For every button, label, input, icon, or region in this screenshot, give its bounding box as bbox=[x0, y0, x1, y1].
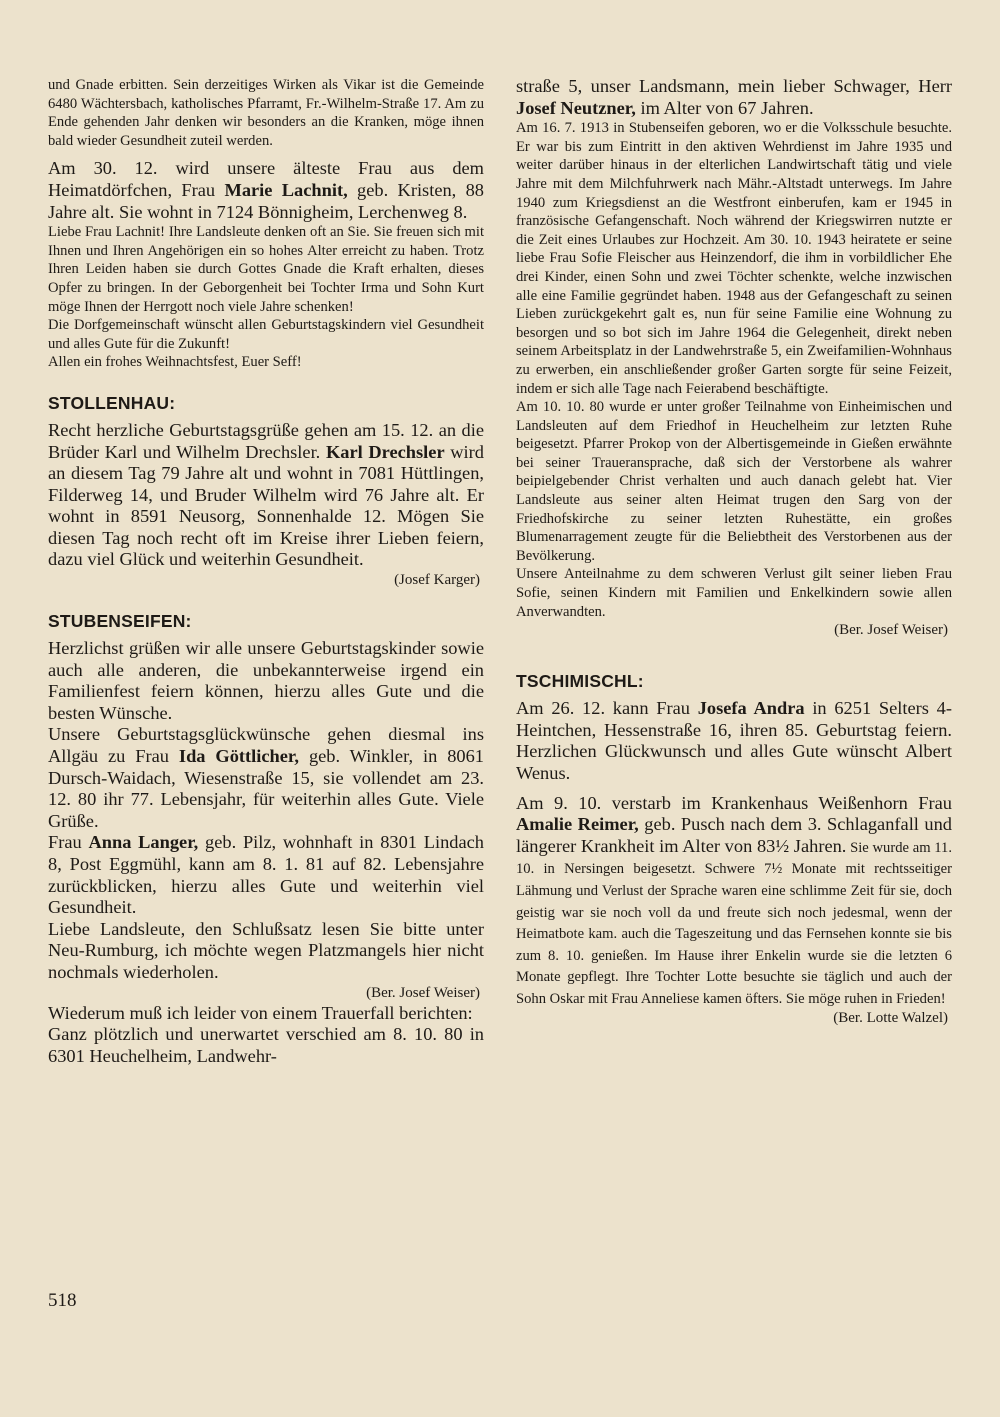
right-column bbox=[516, 76, 952, 1028]
paragraph-stubenseifen-greeting: Herzlichst grüßen wir alle unsere Geburtstagskinder sowie auch alle anderen, die unbekannterweise irgend ein Familienfest feiern können, hierzu alles Gute und die besten Wünsche. bbox=[48, 638, 484, 723]
heading-stollenhau: STOLLENHAU: bbox=[48, 392, 176, 413]
paragraph-reimer: Am 9. 10. verstarb im Krankenhaus Weißenhorn Frau Amalie Reimer, geb. Pusch nach dem 3. Schlaganfall und längerer Krankheit im Alter von 83½ Jahren. Sie wurde am 11. 10. in Nersingen beigesetzt. Schwere 7½ Monate mit rechtsseitiger Lähmung und Verlust der Sprache waren eine schlimme Zeit für sie, doch geistig war sie noch voll da und freute sich noch jedesmal, wenn der Heimatbote kam. auch die Tageszeitung und das Fernsehen konnte sie bis zum 8. 10. genießen. Im Hause ihrer Enkelin wurde sie die letzten 6 Monate gepflegt. Ihre Tochter Lotte besuchte sie täglich und auch der Sohn Oskar mit Frau Anneliese kamen öfters. Sie möge ruhen in Frieden! bbox=[516, 792, 952, 1007]
paragraph-dorfgemeinschaft: Die Dorfgemeinschaft wünscht allen Geburtstagskindern viel Gesundheit und alles Gute für die Zukunft! bbox=[48, 317, 484, 352]
paragraph-schlusssatz: Liebe Landsleute, den Schlußsatz lesen Sie bitte unter Neu-Rumburg, ich möchte wegen Platzmangels hier nicht nochmals wiederholen. bbox=[48, 918, 484, 982]
paragraph-heuchelheim: Ganz plötzlich und unerwartet verschied am 8. 10. 80 in 6301 Heuchelheim, Landwehr- bbox=[48, 1024, 484, 1066]
paragraph-langer: Frau Anna Langer, geb. Pilz, wohnhaft in 8301 Lindach 8, Post Eggmühl, kann am 8. 1. 81 auf 82. Lebensjahre zurückblicken, hierzu alles Gute und weiterhin viel Gesundheit. bbox=[48, 832, 484, 918]
signature-walzel: (Ber. Lotte Walzel) bbox=[833, 1009, 948, 1026]
paragraph-trauerfall: Wiederum muß ich leider von einem Trauerfall berichten: bbox=[48, 1002, 473, 1023]
paragraph-neutzner-intro: straße 5, unser Landsmann, mein lieber Schwager, Herr Josef Neutzner, im Alter von 67 Jahren. bbox=[516, 76, 952, 118]
paragraph-christmas-greeting: Allen ein frohes Weihnachtsfest, Euer Seff! bbox=[48, 354, 302, 371]
name-josef-neutzner: Josef Neutzner, bbox=[516, 97, 636, 118]
name-karl-drechsler: Karl Drechsler bbox=[325, 441, 445, 462]
heading-tschimischl: TSCHIMISCHL: bbox=[516, 671, 644, 692]
name-amalie-reimer: Amalie Reimer, bbox=[516, 814, 639, 835]
paragraph-lachnit-greeting: Liebe Frau Lachnit! Ihre Landsleute denken oft an Sie. Sie freuen sich mit Ihnen und Ihren Angehörigen ein so hohes Alter erreicht zu haben. Trotz Ihren Leiden haben sie durch Gottes Gnade die Kraft erhalten, dieses Opfer zu bringen. In der Geborgenheit bei Tochter Irma und Sohn Kurt möge Ihnen der Herrgott noch viele Jahre schenken! bbox=[48, 224, 484, 315]
name-ida-goettlicher: Ida Göttlicher, bbox=[178, 746, 300, 767]
paragraph-lachnit-birthday: Am 30. 12. wird unsere älteste Frau aus dem Heimatdörfchen, Frau Marie Lachnit, geb. Kristen, 88 Jahre alt. Sie wohnt in 7124 Bönnigheim, Lerchenweg 8. bbox=[48, 158, 485, 222]
page-number: 518 bbox=[48, 1290, 77, 1311]
signature-weiser-right: (Ber. Josef Weiser) bbox=[834, 622, 948, 639]
signature-weiser-left: (Ber. Josef Weiser) bbox=[366, 984, 480, 1001]
signature-karger: (Josef Karger) bbox=[394, 572, 480, 589]
left-column bbox=[48, 76, 484, 1067]
name-anna-langer: Anna Langer, bbox=[88, 832, 199, 853]
paragraph-drechsler: Recht herzliche Geburtstagsgrüße gehen am 15. 12. an die Brüder Karl und Wilhelm Drechsler. Karl Drechsler wird an diesem Tag 79 Jahre alt und wohnt in 7081 Hüttlingen, Filderweg 14, und Bruder Wilhelm wird 76 Jahre alt. Er wohnt in 8591 Neusorg, Sonnenhalde 12. Mögen Sie diesen Tag noch recht oft im Kreise ihrer Lieben feiern, dazu viel Glück und weiterhin Gesundheit. bbox=[48, 419, 484, 570]
heading-stubenseifen: STUBENSEIFEN: bbox=[48, 611, 192, 632]
paragraph-andra: Am 26. 12. kann Frau Josefa Andra in 6251 Selters 4-Heintchen, Hessenstraße 16, ihren 85. Geburtstag feiern. Herzlichen Glückwunsch und alles Gute wünscht Albert Wenus. bbox=[516, 698, 952, 783]
name-josefa-andra: Josefa Andra bbox=[697, 698, 805, 719]
paragraph-vikar: und Gnade erbitten. Sein derzeitiges Wirken als Vikar ist die Gemeinde 6480 Wächtersbach, katholisches Pfarramt, Fr.-Wilhelm-Straße 17. Am zu Ende gehenden Jahr denken wir besonders an die Kranken, möge ihnen bald wieder Gesundheit zuteil werden. bbox=[48, 77, 484, 149]
paragraph-condolence: Unsere Anteilnahme zu dem schweren Verlust gilt seiner lieben Frau Sofie, seinen Kindern mit Familien und Enkelkindern sowie allen Anverwandten. bbox=[516, 566, 952, 620]
paragraph-goettlicher: Unsere Geburtstagsglückwünsche gehen diesmal ins Allgäu zu Frau Ida Göttlicher, geb. Winkler, in 8061 Dursch-Waidach, Wiesenstraße 15, sie vollendet am 23. 12. 80 ihr 77. Lebensjahr, für weiterhin alles Gute. Viele Grüße. bbox=[48, 724, 484, 831]
paragraph-neutzner-funeral: Am 10. 10. 80 wurde er unter großer Teilnahme von Einheimischen und Landsleuten auf dem Friedhof in Heuchelheim zur letzten Ruhe beigesetzt. Pfarrer Prokop von der Albertisgemeinde in Gießen erwähnte bei seiner Traueransprache, daß sich der Verstorbene als wahrer beipielgebender Christ verhalten und auch danach gelebt hat. Vier Landsleute aus seiner alten Heimat trugen den Sarg von der Friedhofskirche zu seiner letzten Ruhestätte, ein großes Blumenarragement zeugte für die Beliebtheit des Verstorbenen aus der Bevölkerung. bbox=[516, 399, 952, 564]
name-marie-lachnit: Marie Lachnit, bbox=[224, 179, 348, 200]
paragraph-neutzner-biography: Am 16. 7. 1913 in Stubenseifen geboren, wo er die Volksschule besuchte. Er war bis zum Eintritt in den aktiven Wehrdienst im Jahre 1935 und weiter darüber hinaus in der elterlichen Landwirtschaft tätig und viele Jahre mit dem Milchfuhrwerk nach Mähr.-Altstadt unterwegs. Im Jahre 1940 zum Kriegsdienst an die Westfront einberufen, kam er 1945 in französische Gefangenschaft. Noch während der Kriegswirren nutzte er die Zeit eines Urlaubes zur Hochzeit. Am 30. 10. 1943 heiratete er seine liebe Frau Sofie Fleischer aus Heinzendorf, die ihm in vorbildlicher Ehe drei Kinder, einen Sohn und zwei Töchter schenkte, welche inzwischen alle eine Familie gegründet haben. 1948 aus der Gefangeschaft zu seinen Lieben zurückgekehrt galt es, nun für seine Familie eine Wohnung zu besorgen und so bot sich im Jahre 1964 die Gelegenheit, direkt neben seinem Arbeitsplatz in der Landwehrstraße 5, ein Zweifamilien-Wohnhaus zu erwerben, ein anschließender großer Garten sorgte für seine Feizeit, indem er sich alle Tage nach Feierabend beschäftigte. bbox=[516, 120, 952, 397]
